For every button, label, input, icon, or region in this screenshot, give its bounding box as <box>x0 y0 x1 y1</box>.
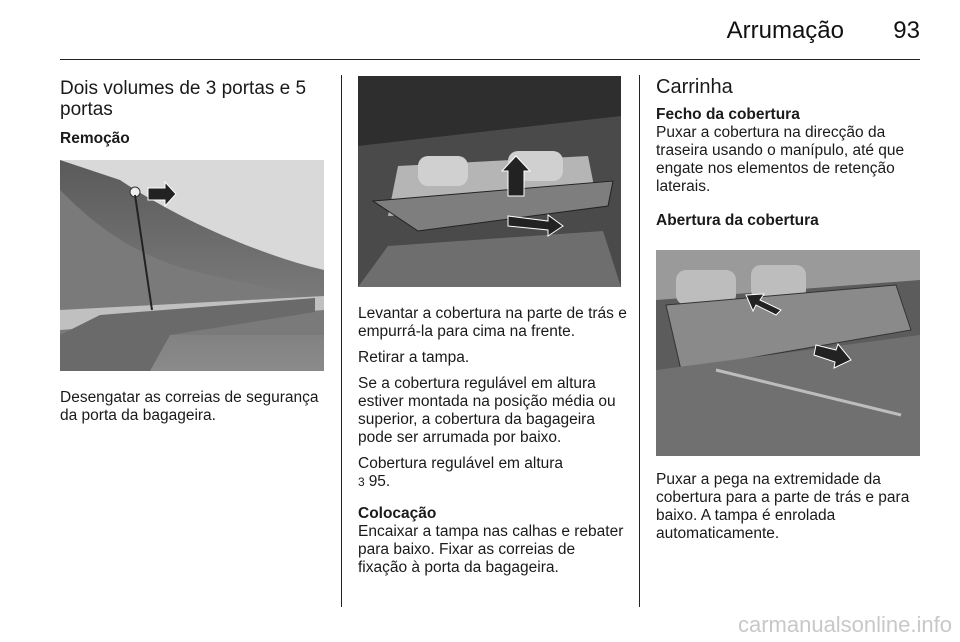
column-2 <box>358 305 628 585</box>
col3-sub2: Abertura da cobertura <box>656 212 819 229</box>
page-number: 93 <box>893 17 920 44</box>
column-divider-1 <box>341 75 342 607</box>
col3-para2: Puxar a pega na extremidade da cobertura para a parte de trás e para baixo. A tampa é enrolada automaticamente. <box>656 471 910 542</box>
col2-para1: Levantar a cobertura na parte de trás e empurrá-la para cima na frente. <box>358 305 627 340</box>
column-1 <box>60 78 328 148</box>
page-header <box>0 0 960 60</box>
column-3 <box>656 78 924 230</box>
header-rule <box>60 59 920 60</box>
col3-para1: Puxar a cobertura na direcção da traseira usando o manípulo, até que engate nos elementos de retenção laterais. <box>656 124 905 195</box>
column-3-caption <box>656 471 926 551</box>
column-1-caption <box>60 389 328 433</box>
col2-para5: Encaixar a tampa nas calhas e rebater para baixo. Fixar as correias de fixação à porta da bagageira. <box>358 523 624 576</box>
col1-subheading: Remoção <box>60 130 130 147</box>
image-open-cover <box>656 250 920 456</box>
col2-ref-page[interactable]: 95. <box>368 473 391 490</box>
col1-caption: Desengatar as correias de segurança da porta da bagageira. <box>60 389 319 424</box>
watermark: carmanualsonline.info <box>737 612 952 637</box>
page-ref-icon: 3 <box>358 475 365 489</box>
col1-heading: Dois volumes de 3 portas e 5 portas <box>60 78 307 120</box>
section-title: Arrumação <box>726 17 844 44</box>
col2-para2: Retirar a tampa. <box>358 349 470 366</box>
image-lift-cover <box>358 76 621 287</box>
col3-heading: Carrinha <box>656 76 733 98</box>
image-remove-cover <box>60 160 324 371</box>
col2-para3: Se a cobertura regulável em altura estiver montada na posição média ou superior, a cobertura da bagageira pode ser arrumada por baixo. <box>358 375 616 446</box>
col2-subheading: Colocação <box>358 505 437 522</box>
column-divider-2 <box>639 75 640 607</box>
col2-para4: Cobertura regulável em altura <box>358 455 564 472</box>
col3-sub1: Fecho da cobertura <box>656 106 800 123</box>
